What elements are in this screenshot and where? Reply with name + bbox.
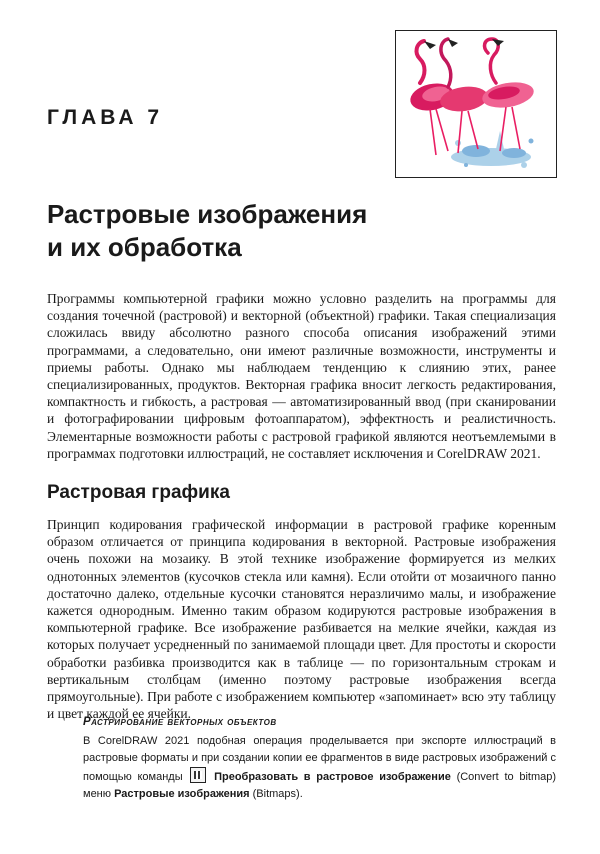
chapter-title-line-2: и их обработка: [47, 232, 242, 262]
note-command-en: (Convert to bitmap): [456, 771, 557, 783]
intro-paragraph: Программы компьютерной графики можно условно разделить на программы для создания точечной (растровой) и векторной (объектной) графики. Такая специализация сложилась ввиду абсолютно разного способа описания изображений этими программами, а следовательно, они имеют различные возможности, инструменты и приемы работы. Однако мы наблюдаем тенденцию к слиянию этих, ранее специализированных, продуктов. Векторная графика вносит легкость редактирования, компактность и гибкость, а растровая — автоматизированный ввод (при сканировании и фотографировании цифровым фотоаппаратом), эффектность и реалистичность. Элементарные возможности работы с растровой графикой являются неотъемлемыми в программах подготовки иллюстраций, не составляет исключения и CorelDRAW 2021.: [47, 291, 556, 461]
note-title: Растрирование векторных объектов: [83, 716, 277, 728]
convert-to-bitmap-icon: [190, 767, 206, 783]
water-splash: [451, 131, 534, 168]
note-text-intro: В CorelDRAW 2021 подобная операция проделывается при экспорте иллюстраций в растровые форматы и при создании копии ее фрагментов в виде растровых изображений с помощью команды: [83, 735, 556, 783]
chapter-label: ГЛАВА 7: [47, 106, 164, 129]
section-paragraph: Принцип кодирования графической информации в растровой графике коренным образом отличается от принципа кодирования в векторной. Растровые изображения очень похожи на мозаику. В этой технике изображение формируется из мелких однотонных элементов (кусочков стекла или камня). Если отойти от мозаичного панно достаточно далеко, отдельные кусочки становятся неразличимо малы, и изображение кажется однородным. Именно таким образом кодируются растровые изображения в компьютерной графике. Все изображение разбивается на мелкие ячейки, каждая из которых получает усредненный по занимаемой площади цвет. Для простоты и скорости обработки разбивка производится как в таблице — по горизонтальным строкам и вертикальным столбцам (именно поэтому растровые изображения всегда прямоугольные). При работе с изображением компьютер «запоминает» всю эту таблицу и цвет каждой ее ячейки.: [47, 517, 556, 722]
section-title: Растровая графика: [47, 482, 230, 503]
note-menu-ru: Растровые изображения: [114, 788, 250, 800]
flamingo-illustration: [395, 30, 557, 178]
note-box: [83, 714, 556, 803]
note-command-ru: Преобразовать в растровое изображение: [214, 771, 451, 783]
note-text: [83, 733, 556, 803]
note-menu-word: меню: [83, 788, 112, 800]
chapter-title: [47, 198, 367, 264]
chapter-title-line-1: Растровые изображения: [47, 199, 368, 229]
note-menu-en: (Bitmaps).: [252, 788, 303, 800]
flamingo-right: [480, 39, 535, 151]
flamingo-middle: [439, 39, 490, 153]
